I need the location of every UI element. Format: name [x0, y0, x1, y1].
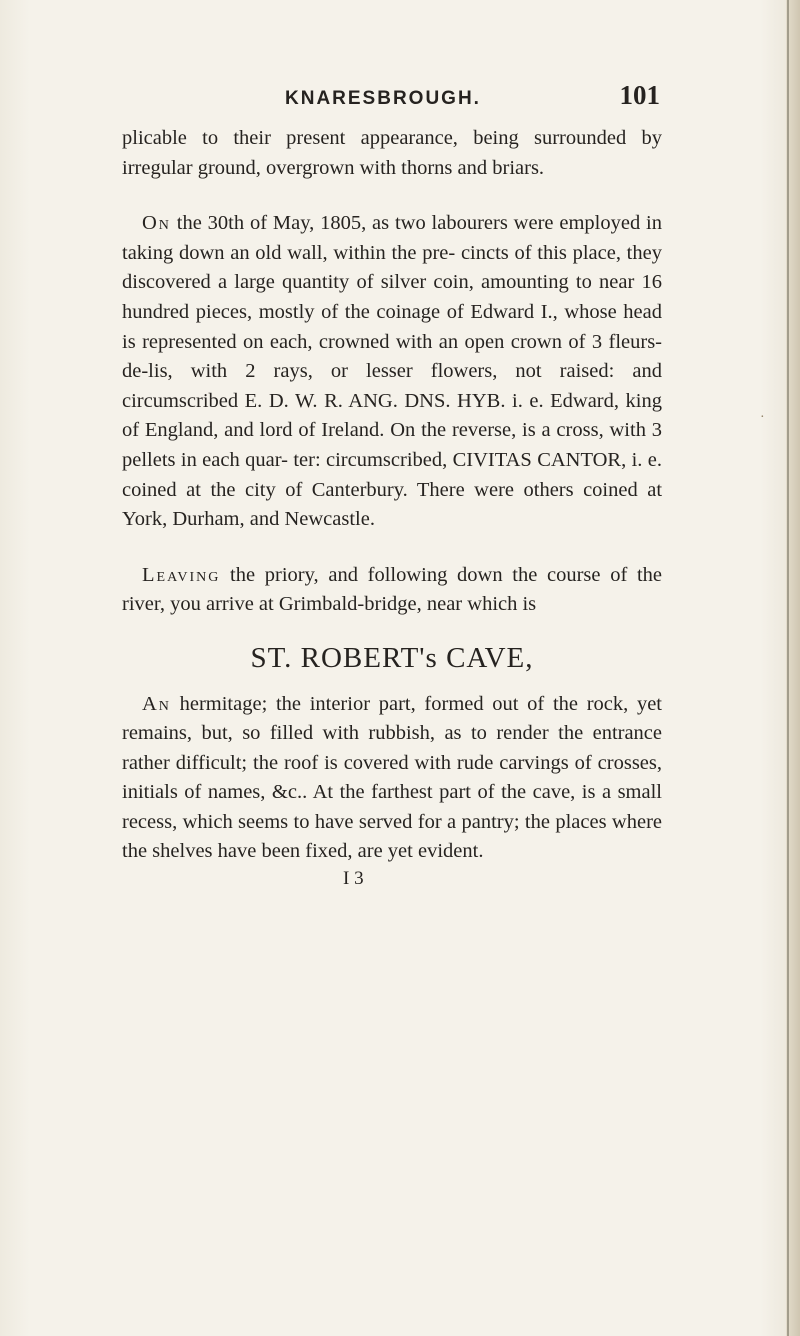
- ink-speck: ·: [760, 410, 765, 425]
- section-heading: ST. ROBERT's CAVE,: [250, 641, 534, 674]
- text-line: which seems to have served for a pantry; the places: [182, 810, 607, 833]
- text-line: At the farthest part of the cave, is a small recess,: [122, 781, 662, 833]
- text-line: of the river, you arrive at Grimbald-bridge, near: [122, 563, 663, 616]
- text-line: mostly of the coinage of Edward I., whose head is: [122, 300, 663, 353]
- paragraph-lead: Leaving: [142, 563, 221, 586]
- text-line: the 30th of May, 1805, as two labourers were: [170, 212, 554, 235]
- text-line: cincts of this place, they discovered a large quantity: [122, 241, 662, 294]
- running-head: KNARESBROUGH.: [285, 88, 481, 109]
- text-line: which is: [467, 593, 537, 616]
- text-line: 3 fleurs-de-lis, with 2 rays, or lesser flowers, not raised:: [122, 330, 662, 383]
- text-line: i. e. Edward, king of England, and lord of Ireland.: [122, 389, 662, 442]
- text-line: and circumscribed E. D. W. R. ANG. DNS. HYB.: [122, 360, 662, 412]
- text-line: where the shelves have been fixed, are yet evident.: [122, 810, 663, 863]
- text-line: ter: circumscribed, CIVITAS CANTOR, i. e. coined: [122, 448, 663, 501]
- body-text: [122, 124, 662, 891]
- page-edge-line: [787, 0, 789, 1336]
- page-header: [120, 72, 660, 112]
- paragraph-lead: An: [142, 692, 171, 715]
- text-line: at the city of Canterbury. There were others coined: [186, 478, 638, 501]
- text-line: represented on each, crowned with an open crown of: [142, 330, 586, 353]
- text-line: rock, yet remains, but, so filled with rubbish, as to: [122, 692, 662, 745]
- text-line: plicable to their present appearance, being surrounded: [122, 127, 627, 149]
- signature-mark: I 3: [343, 868, 364, 890]
- text-line: by irregular ground, overgrown with thorns and briars.: [122, 127, 662, 179]
- paragraph-3: [122, 561, 662, 620]
- paragraph-1: [122, 124, 662, 183]
- paragraph-lead: On: [142, 212, 171, 235]
- paragraph-4: [122, 690, 662, 868]
- text-line: On the reverse, is a cross, with 3 pellets in each quar-: [122, 419, 662, 471]
- page-number: 101: [619, 80, 660, 110]
- text-line: employed in taking down an old wall, within the pre-: [122, 212, 662, 264]
- text-line: with rude carvings of crosses, initials of names, &c..: [122, 751, 663, 804]
- text-line: of silver coin, amounting to near 16 hundred pieces,: [122, 271, 662, 323]
- text-line: render the entrance rather difficult; the roof is covered: [122, 722, 663, 774]
- text-line: hermitage; the interior part, formed out of the: [170, 692, 578, 715]
- text-line: at York, Durham, and Newcastle.: [122, 478, 663, 531]
- text-line: the priory, and following down the course: [220, 563, 601, 586]
- paragraph-2: [122, 209, 662, 535]
